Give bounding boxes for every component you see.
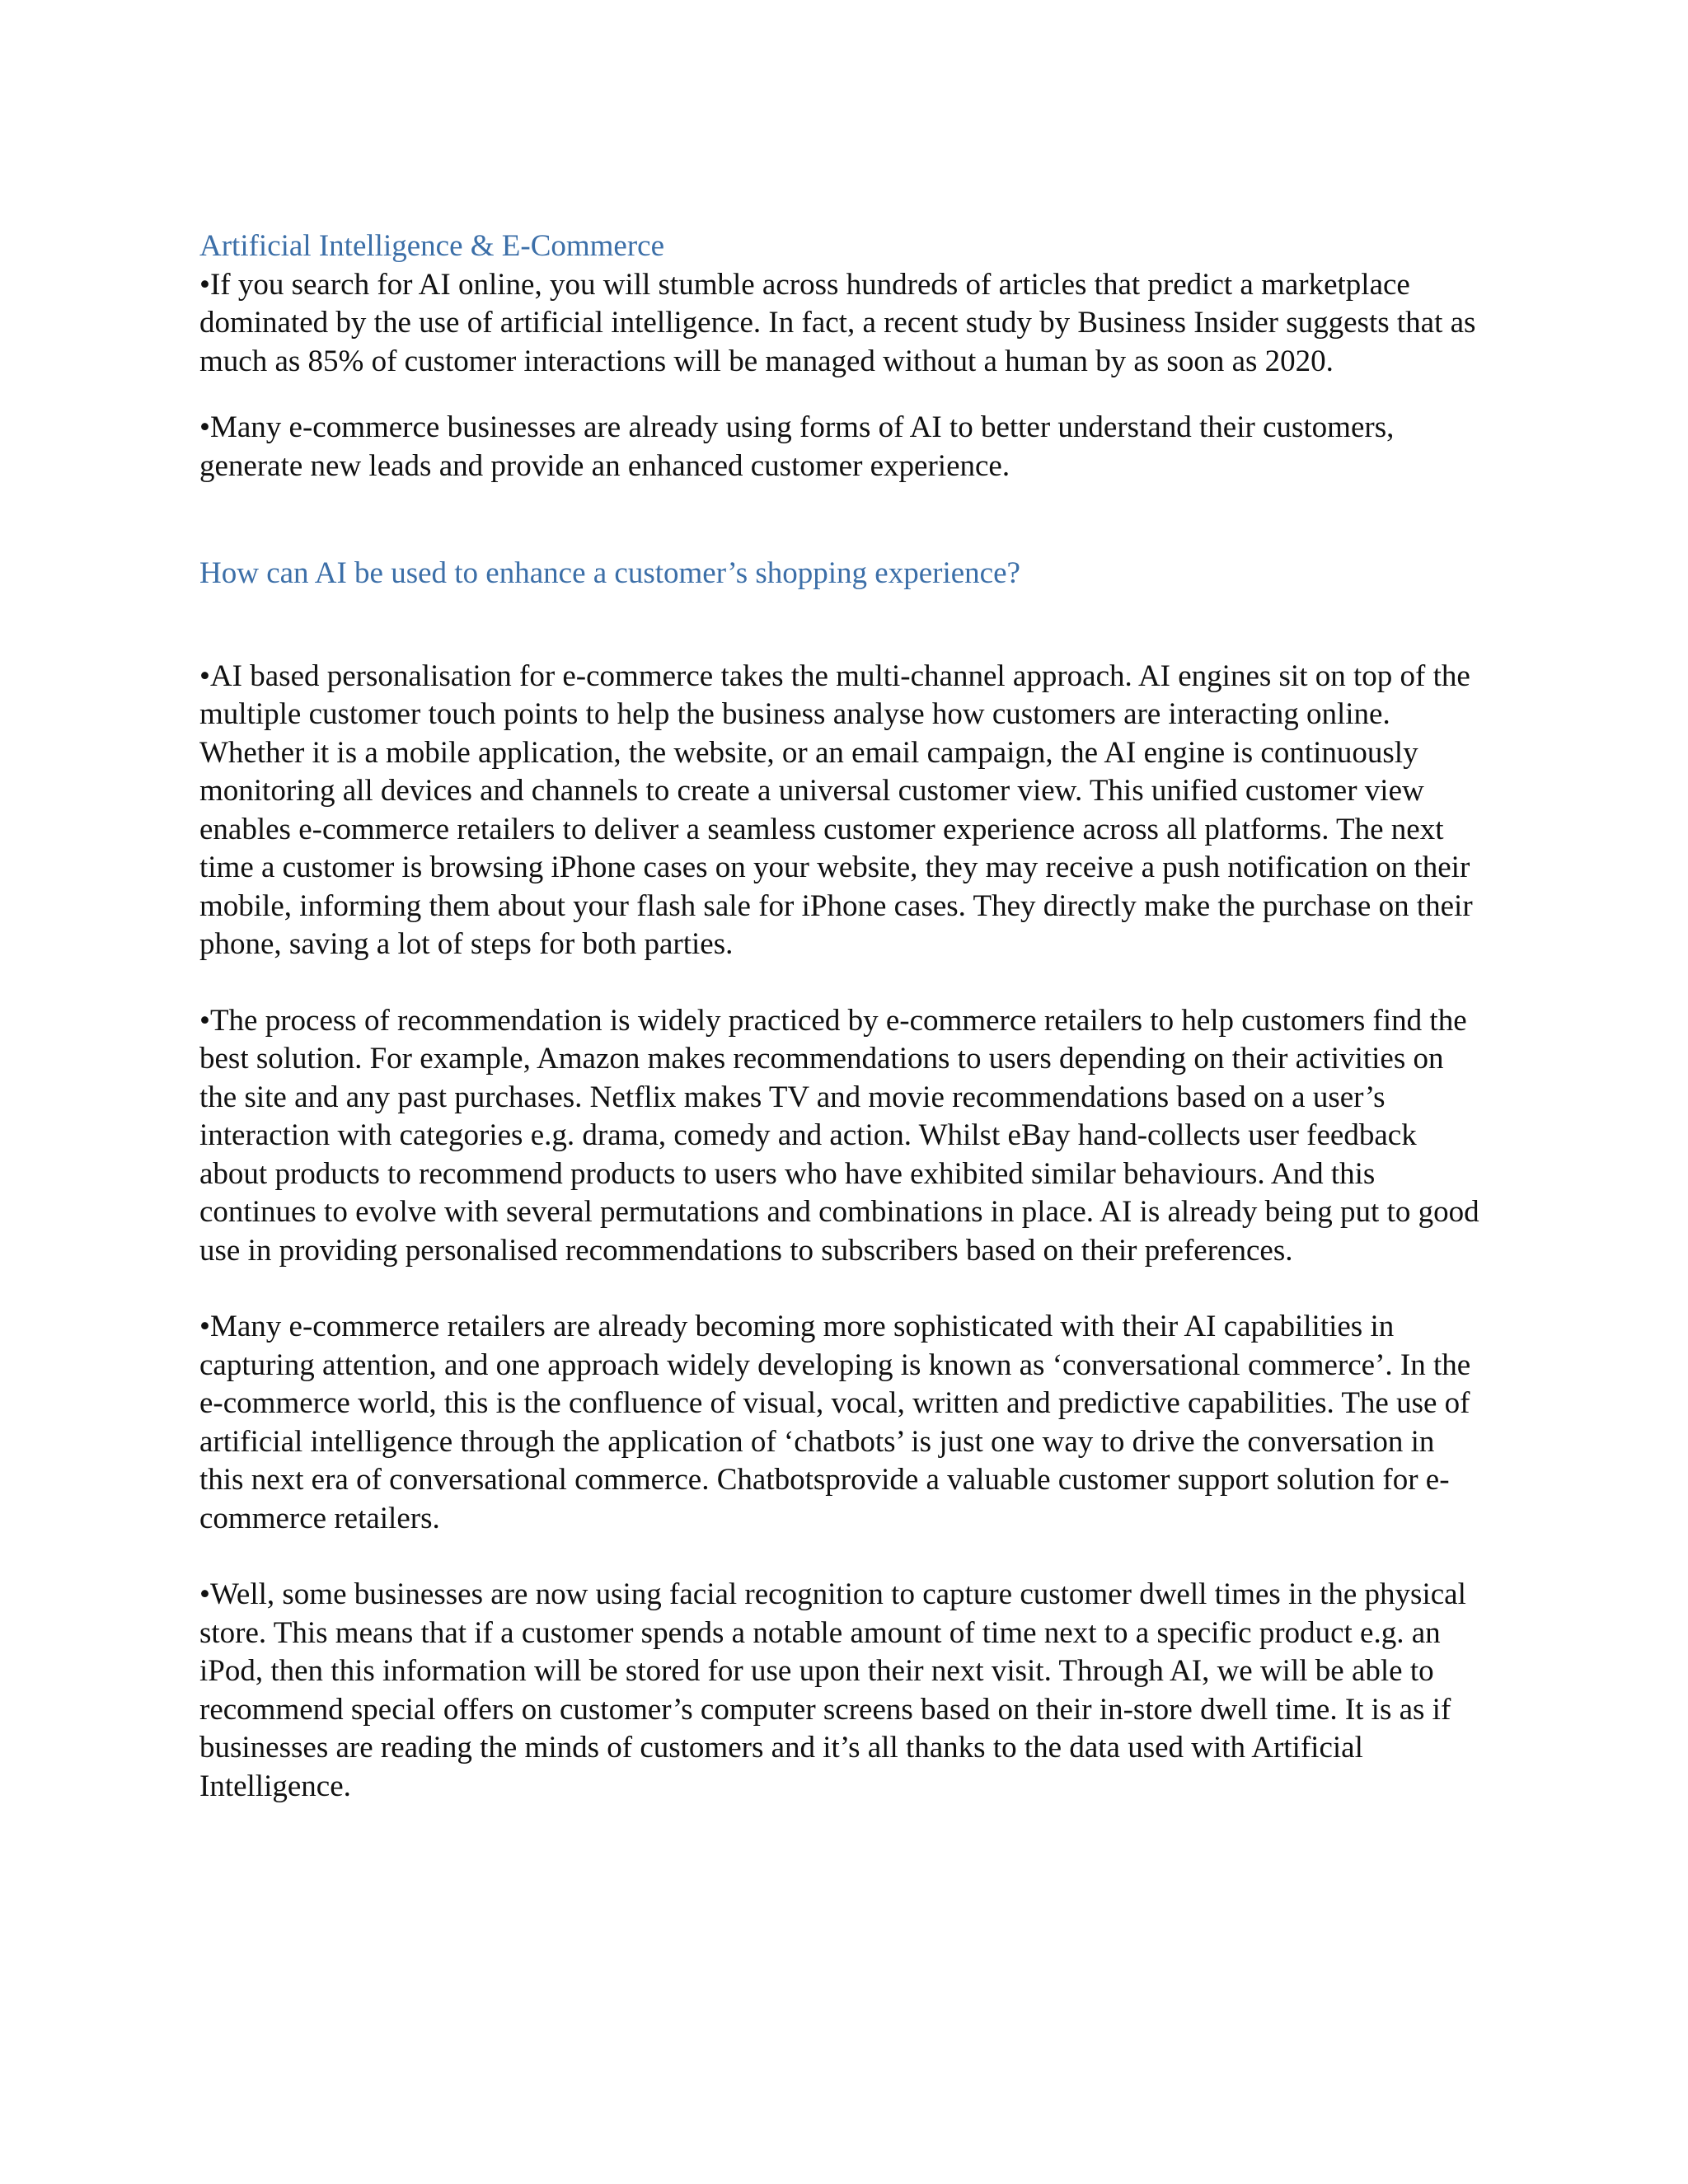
paragraph-conversational-commerce: •Many e-commerce retailers are already becoming more sophisticated with their AI capabilities in capturing attention, and one approach widely developing is known as ‘conversational commerce’. In the e-commerce world, this is the confluence of visual, vocal, written and predictive capabilities. The use of artificial intelligence through the application of ‘chatbots’ is just one way to drive the conversation in this next era of conversational commerce. Chatbotsprovide a valuable customer support solution for e-commerce retailers.: [199, 1310, 1471, 1535]
paragraph-recommendation: •The process of recommendation is widely practiced by e-commerce retailers to help customers find the best solution. For example, Amazon makes recommendations to users depending on their activities on the site and any past purchases. Netflix makes TV and movie recommendations based on a user’s interaction with categories e.g. drama, comedy and action. Whilst eBay hand-collects user feedback about products to recommend products to users who have exhibited similar behaviours. And this continues to evolve with several permutations and combinations in place. AI is already being put to good use in providing personalised recommendations to subscribers based on their preferences.: [199, 1003, 1479, 1268]
paragraph-ecommerce-businesses: •Many e-commerce businesses are already using forms of AI to better understand their customers, generate new leads and provide an enhanced customer experience.: [199, 410, 1395, 483]
paragraph-ai-search: •If you search for AI online, you will stumble across hundreds of articles that predict a marketplace dominated by the use of artificial intelligence. In fact, a recent study by Business Insider suggests that as much as 85% of customer interactions will be managed without a human by as soon as 2020.: [199, 267, 1476, 378]
paragraph-personalisation: •AI based personalisation for e-commerce takes the multi-channel approach. AI engines sit on top of the multiple customer touch points to help the business analyse how customers are interacting online. Whether it is a mobile application, the website, or an email campaign, the AI engine is continuously monitoring all devices and channels to create a universal customer view. This unified customer view enables e-commerce retailers to deliver a seamless customer experience across all platforms. The next time a customer is browsing iPhone cases on your website, they may receive a push notification on their mobile, informing them about your flash sale for iPhone cases. They directly make the purchase on their phone, saving a lot of steps for both parties.: [199, 658, 1473, 961]
heading-enhance-shopping: How can AI be used to enhance a customer’s shopping experience?: [199, 556, 1020, 590]
paragraph-facial-recognition: •Well, some businesses are now using facial recognition to capture customer dwell times in the physical store. This means that if a customer spends a notable amount of time next to a specific product e.g. an iPod, then this information will be stored for use upon their next visit. Through AI, we will be able to recommend special offers on customer’s computer screens based on their in-store dwell time. It is as if businesses are reading the minds of customers and it’s all thanks to the data used with Artificial Intelligence.: [199, 1577, 1466, 1803]
heading-ai-ecommerce: Artificial Intelligence & E-Commerce: [199, 229, 665, 263]
document-body: [199, 227, 1485, 1806]
